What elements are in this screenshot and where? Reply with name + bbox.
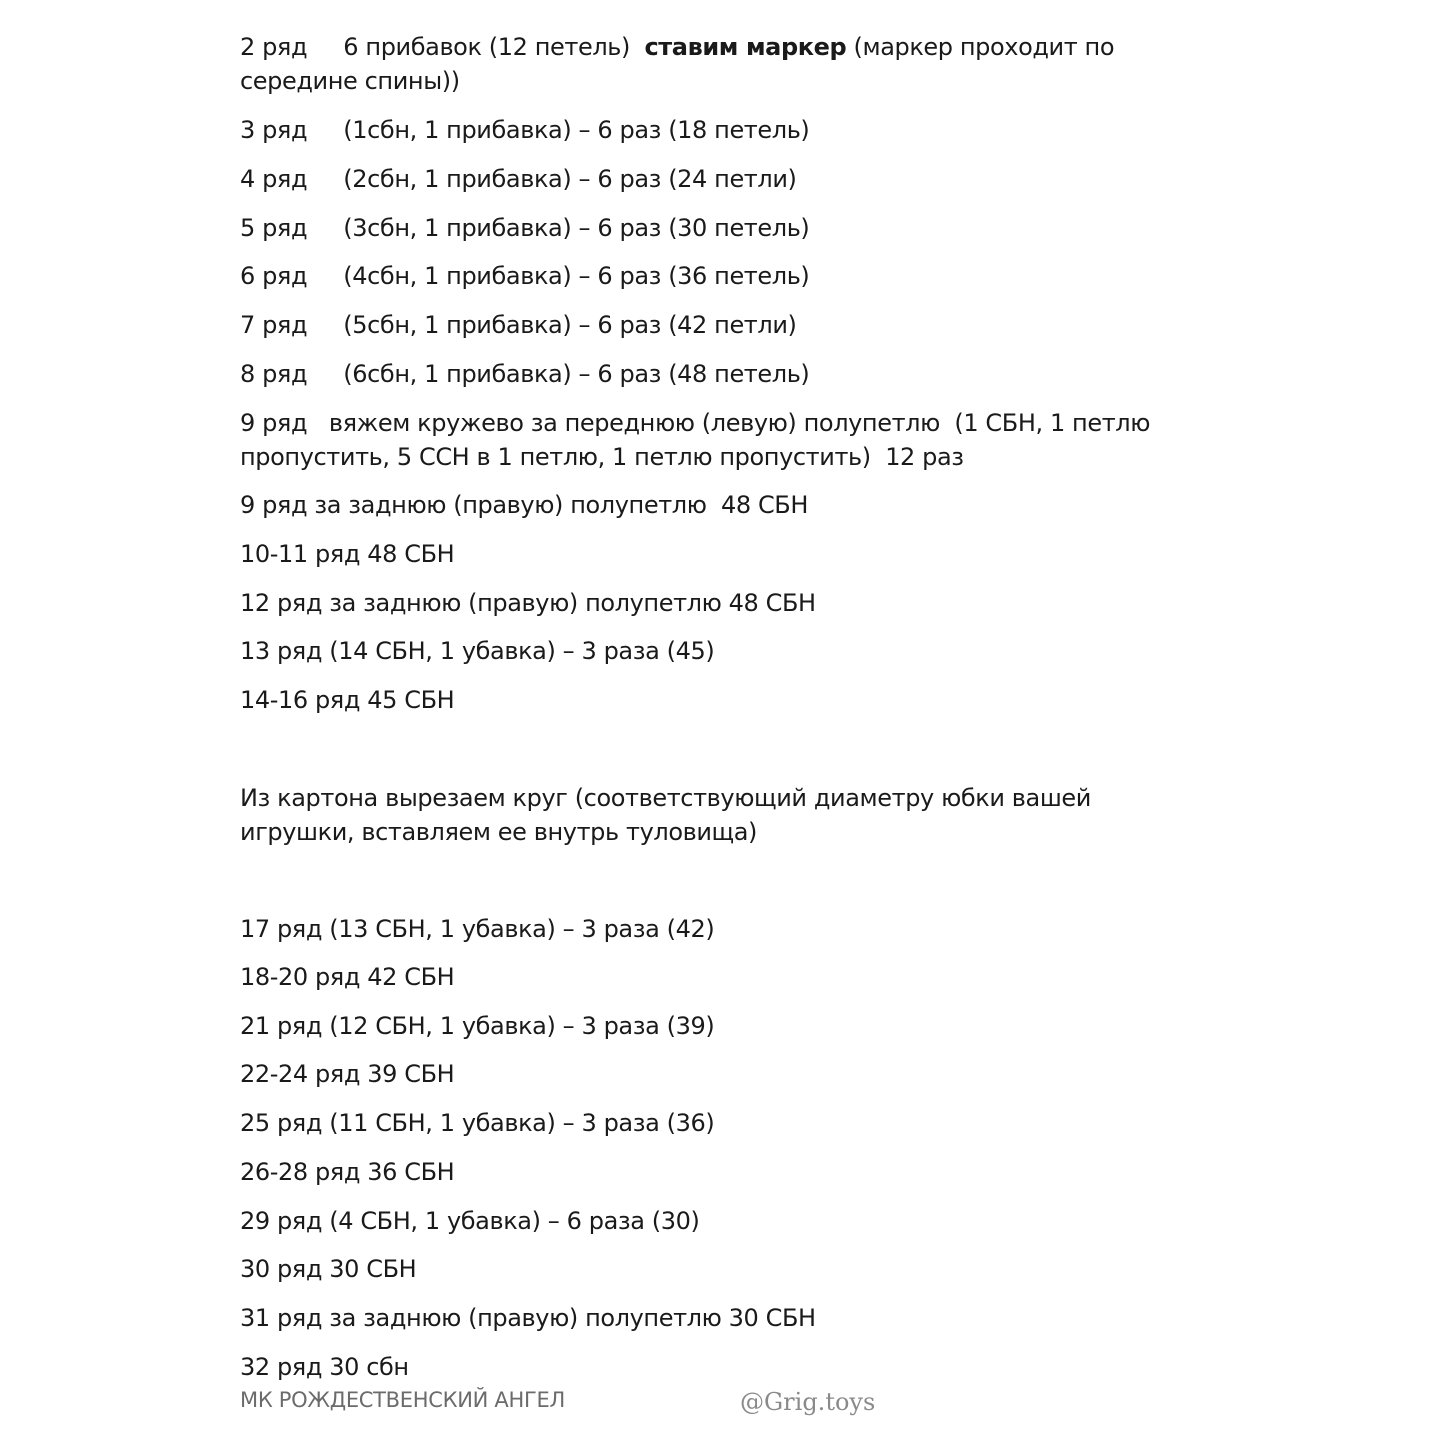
row-2 — [240, 30, 1200, 64]
row-6: 6 ряд (4сбн, 1 прибавка) – 6 раз (36 петель) — [240, 262, 810, 290]
row-31: 31 ряд за заднюю (правую) полупетлю 30 СБН — [240, 1304, 816, 1332]
row-9-back-loop: 9 ряд за заднюю (правую) полупетлю 48 СБН — [240, 491, 809, 519]
footer-title: МК РОЖДЕСТВЕНСКИЙ АНГЕЛ — [240, 1388, 565, 1412]
row-30: 30 ряд 30 СБН — [240, 1255, 417, 1283]
cardboard-note-continuation: игрушки, вставляем ее внутрь туловища) — [240, 818, 758, 846]
row-12: 12 ряд за заднюю (правую) полупетлю 48 СБН — [240, 589, 816, 617]
row-21: 21 ряд (12 СБН, 1 убавка) – 3 раза (39) — [240, 1012, 715, 1040]
row-25: 25 ряд (11 СБН, 1 убавка) – 3 раза (36) — [240, 1109, 715, 1137]
row-9-lace-continuation: пропустить, 5 ССН в 1 петлю, 1 петлю пропустить) 12 раз — [240, 443, 964, 471]
row-9-lace: 9 ряд вяжем кружево за переднюю (левую) полупетлю (1 СБН, 1 петлю — [240, 409, 1151, 437]
row-22-24: 22-24 ряд 39 СБН — [240, 1060, 455, 1088]
row-3: 3 ряд (1сбн, 1 прибавка) – 6 раз (18 петель) — [240, 116, 810, 144]
footer-handle: @Grig.toys — [740, 1388, 876, 1416]
row-13: 13 ряд (14 СБН, 1 убавка) – 3 раза (45) — [240, 637, 715, 665]
row-10-11: 10-11 ряд 48 СБН — [240, 540, 455, 568]
row-14-16: 14-16 ряд 45 СБН — [240, 686, 455, 714]
cardboard-note: Из картона вырезаем круг (соответствующий диаметру юбки вашей — [240, 784, 1091, 812]
row-7: 7 ряд (5сбн, 1 прибавка) – 6 раз (42 петли) — [240, 311, 797, 339]
row-26-28: 26-28 ряд 36 СБН — [240, 1158, 455, 1186]
row-2-continuation: середине спины)) — [240, 67, 460, 95]
row-8: 8 ряд (6сбн, 1 прибавка) – 6 раз (48 петель) — [240, 360, 810, 388]
row-29: 29 ряд (4 СБН, 1 убавка) – 6 раза (30) — [240, 1207, 700, 1235]
row-2-text: 2 ряд 6 прибавок (12 петель) — [240, 33, 645, 61]
row-4: 4 ряд (2сбн, 1 прибавка) – 6 раз (24 петли) — [240, 165, 797, 193]
row-2-marker-text: ставим маркер — [644, 33, 847, 61]
row-18-20: 18-20 ряд 42 СБН — [240, 963, 455, 991]
row-32: 32 ряд 30 сбн — [240, 1353, 409, 1381]
row-2-suffix: (маркер проходит по — [846, 33, 1115, 61]
row-17: 17 ряд (13 СБН, 1 убавка) – 3 раза (42) — [240, 915, 715, 943]
row-5: 5 ряд (3сбн, 1 прибавка) – 6 раз (30 петель) — [240, 214, 810, 242]
